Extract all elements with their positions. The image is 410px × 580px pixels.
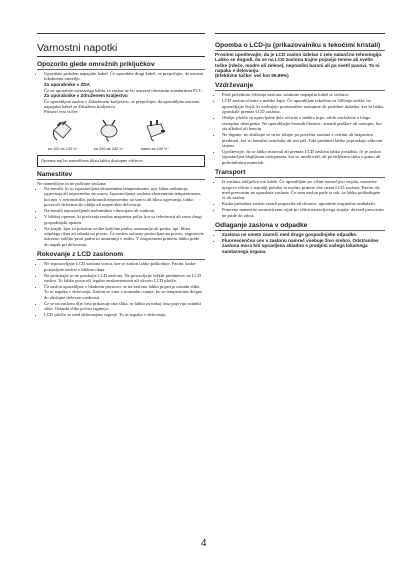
plug-label: samo za 240 V~	[140, 145, 170, 151]
subheading-usa: Za uporabnike v ZDA	[44, 82, 90, 88]
list-item: • Na krajih, kjer so prisotne velike količine prahu, umazanije ali peska, npr. blizu odprtega okna ali izhoda na prosto. Če zaslon začasno postavljate na prosto, zagotovite ustrezno zaščito proti prahu in umazaniji v zraku. V nasprotnem primeru lahko pride do napak pri delovanju.	[44, 226, 205, 248]
list-item: • Ne pritiskajte in ne praskajte LCD zaslona. Ne postavljajte težkih predmetov na LCD zaslon. To lahko povzroči izgubo enakomernosti ali okvaro LCD plošče.	[44, 273, 205, 284]
section-title-transport: Transport	[215, 169, 385, 178]
list-item: • Kadar prenašate zaslon zaradi popravila ali dostave, uporabite originalno embalažo.	[222, 201, 385, 206]
paragraph: Ne nameščajte in ne puščajte zaslona:	[37, 180, 107, 186]
paragraph: Če uporabljate zaslon v Združenem kraljestvu, se prepričajte, da uporabljate ustrezni napajalni kabel za Združeno kraljestvo.	[44, 98, 200, 110]
plug-us-icon	[51, 118, 75, 142]
list-item: • V bližini opreme, ki proizvaja močna magnetna polja, kot so televizorji ali razni drugi gospodinjski aparati.	[44, 214, 205, 225]
list-item: • Ponovno namestite zaustavitveni vijak po višini nastavljivega stojala, da med prevozom ne pride do zdrsa.	[222, 207, 385, 218]
list-item: • Ne drgnite, ne dotikajte se in ne trkajte po površini zaslona z ostrimi ali hrapavimi predmeti, kot so kemični svinčniki ali izvijači. Taki predmeti lahko popraskajo slikovni sistem.	[222, 132, 385, 148]
list-item: • Na mestih izpostavljenih mehanskim vibracijam ali sunkom.	[44, 208, 205, 213]
list-item: • Če se na zaslonu dlje časa prikazuje ista slika, se lahko za nekaj časa pojavijo ostanki slike. Ostanki slike počasi izginejo.	[44, 301, 205, 312]
list-item: • Na mestih, ki so izpostavljena ekstremnim temperaturam, npr. blizu radiatorja, ogrevanja ali neposredno na soncu. Izpostavljanje zaslona ekstremnim temperaturam, kot npr. v avtomobilih, parkiranih neposredno na soncu ali blizu ogrevanja, lahko povzroči deformacije ohišja ali nepravilno delovanje.	[44, 186, 205, 208]
plug-eu-icon	[97, 118, 121, 142]
section-title-maintenance: Vzdrževanje	[215, 82, 385, 91]
plug-uk-icon	[143, 118, 167, 142]
list-item: • Iz zaslona izključite vse kable. Če uporabljate po višini nastavljivo stojalo, nastavite njegovo višino v najnižji položaj in močno primite obe strani LCD zaslona. Pazite, da med prevozom ne opraskate zaslona. Če vam zaslon pade iz rok, se lahko poškodujete vi ali zaslon.	[222, 179, 385, 201]
section-title-disposal: Odlaganje zaslona v odpadke	[215, 222, 385, 231]
list-item: • Ne izpostavljajte LCD zaslona soncu, ker se zaslon lahko poškoduje. Pazite, kadar postavljate zaslon v bližino okna.	[44, 261, 205, 272]
plug-label: za 100 do 120 V~	[47, 145, 79, 151]
plug-examples	[45, 118, 205, 152]
list-item: • Če zaslon uporabljate v hladnem prostoru, se na zaslonu lahko pojavijo ostanki slike. To ni napaka v delovanju. Zaslon se vrne v normalno stanje, ko se temperatura dvigne do običajne delovne vrednosti.	[44, 284, 205, 300]
plug-label: za 200 do 240 V~	[93, 145, 125, 151]
paragraph: (Efektivne točke: več kot 99,99%)	[215, 73, 289, 79]
section-title-lcd-note: Opomba o LCD-ju (prikazovalniku s tekočimi kristali)	[215, 42, 385, 51]
list-item: • Zaslona ne smete zavreči med druge gospodinjske odpadke.	[222, 232, 385, 237]
page-number: 4	[201, 538, 207, 549]
section-title-power: Opozorilo glede omrežnih priključkov	[37, 61, 205, 70]
list-item: • Uporabite priložen napajalni kabel. Če uporabite drugi kabel, se prepričajte, da ustreza lokalnemu omrežju.	[44, 71, 205, 82]
list-item: • Fluorescenčna cev v zaslonu namreč vsebuje živo srebro. Odstranitev zaslona mora biti opravljena skladno s predpisi vašega lokalnega sanitarnega organa.	[222, 238, 385, 254]
plug-uk	[137, 118, 173, 152]
list-item: • Upoštevajte, da se lahko material ali premaz LCD zaslona lahko poslabša, če je zaslon izpostavljen hlapljivim raztopinam, kot so insekticidi, ali pa daljšemu stiku z gumo ali polivinilnimi materiali.	[222, 149, 385, 165]
plug-eu	[91, 118, 127, 152]
subheading-uk: Za uporabnike v Združenem kraljestvu	[44, 93, 128, 99]
page-title: Varnostni napotki	[37, 42, 205, 57]
right-column	[215, 34, 385, 255]
list-item: • LCD zaslon očistite z mehko krpo. Če uporabljate tekočino za čiščenje stekla, ne uporabljajte čistil, ki vsebujejo protistatične raztopine ali podobne dodatke, ker bi lahko opraskale premaz LCD zaslona.	[222, 98, 385, 114]
paragraph: Če ne uporabite ustreznega kabla, ta zaslon ne bo ustrezal obveznim standardom FCC.	[44, 87, 203, 93]
plug-us	[45, 118, 81, 152]
paragraph: Primeri vrst vtičev	[44, 109, 79, 115]
note-box: Oprema naj bo nameščena blizu lahko dostopne vtičnice.	[37, 155, 205, 166]
list-item: • Ohišje, ploščo in upravljalne dele očistite z mehko krpo, rahlo navlaženo z blago raztopino detergenta. Ne uporabljajte brusnih blazinic, zrnatih praškov ali raztopin, kot sta alkohol ali bencin.	[222, 115, 385, 131]
list-item: • Pred pričetkom čiščenja zaslona, iztaknite napajalni kabel iz vtičnice.	[222, 92, 385, 97]
section-title-installation: Namestitev	[37, 171, 205, 180]
list-item: • LCD plošča se med delovanjem segreje. To ni napaka v delovanju.	[44, 312, 205, 317]
section-title-handling: Rokovanje z LCD zaslonom	[37, 251, 205, 260]
left-column	[37, 34, 205, 318]
paragraph: Prosimo upoštevajte, da je LCD zaslon izdelan z zelo natančno tehnologijo. Lahko se dogodi, da se na LCD zaslonu trajno pojavijo temne ali svetle točke (rdeče, modre ali zelene), nepravilni barvni ali pa svetli pasovi. To ni napaka v delovanju.	[215, 52, 383, 73]
